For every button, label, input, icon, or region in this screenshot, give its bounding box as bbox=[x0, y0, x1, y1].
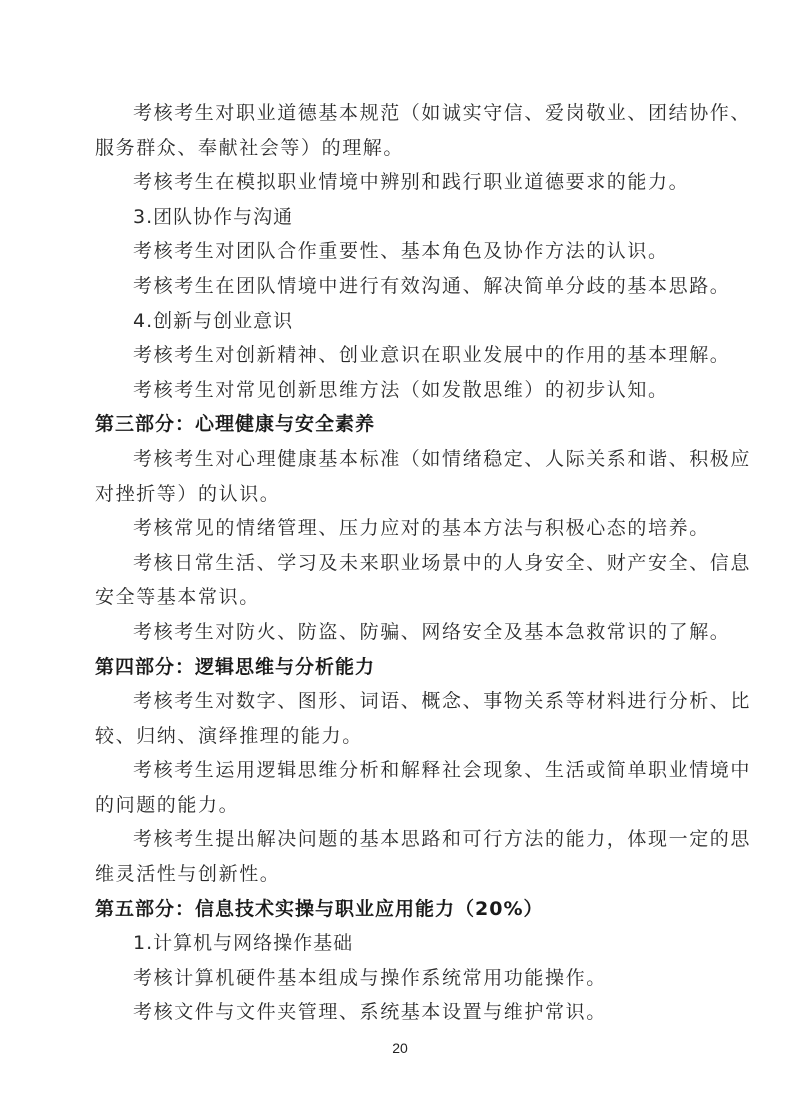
paragraph-line: 考核文件与文件夹管理、系统基本设置与维护常识。 bbox=[133, 1001, 607, 1024]
paragraph-line: 考核考生运用逻辑思维分析和解释社会现象、生活或简单职业情境中 bbox=[133, 759, 752, 782]
paragraph-line: 考核考生对职业道德基本规范（如诚实守信、爱岗敬业、团结协作、 bbox=[133, 102, 752, 124]
page-body bbox=[95, 96, 752, 1030]
subsection-heading: 1.计算机与网络操作基础 bbox=[133, 932, 354, 955]
subsection-heading: 3.团队协作与沟通 bbox=[133, 205, 294, 228]
paragraph-line: 考核考生对创新精神、创业意识在职业发展中的作用的基本理解。 bbox=[133, 344, 731, 367]
subsection-heading: 4.创新与创业意识 bbox=[133, 309, 294, 332]
section-heading: 第四部分：逻辑思维与分析能力 bbox=[95, 655, 376, 678]
paragraph-line: 考核日常生活、学习及未来职业场景中的人身安全、财产安全、信息 bbox=[133, 551, 752, 574]
paragraph-line: 的问题的能力。 bbox=[95, 793, 240, 816]
paragraph-line: 较、归纳、演绎推理的能力。 bbox=[95, 724, 363, 747]
paragraph-line: 考核考生对数字、图形、词语、概念、事物关系等材料进行分析、比 bbox=[133, 690, 752, 713]
paragraph-line: 考核考生对心理健康基本标准（如情绪稳定、人际关系和谐、积极应 bbox=[133, 447, 752, 470]
paragraph-line: 考核考生在模拟职业情境中辨别和践行职业道德要求的能力。 bbox=[133, 171, 690, 194]
section-heading: 第三部分：心理健康与安全素养 bbox=[95, 413, 376, 436]
paragraph-line: 考核考生对团队合作重要性、基本角色及协作方法的认识。 bbox=[133, 240, 669, 263]
paragraph-line: 维灵活性与创新性。 bbox=[95, 863, 281, 886]
page-number: 20 bbox=[392, 1040, 408, 1056]
paragraph-line: 考核常见的情绪管理、压力应对的基本方法与积极心态的培养。 bbox=[133, 517, 710, 540]
paragraph-line: 服务群众、奉献社会等）的理解。 bbox=[95, 136, 405, 159]
paragraph-line: 安全等基本常识。 bbox=[95, 586, 260, 609]
paragraph-line: 对挫折等）的认识。 bbox=[95, 482, 281, 505]
paragraph-line: 考核计算机硬件基本组成与操作系统常用功能操作。 bbox=[133, 966, 607, 989]
paragraph-line: 考核考生提出解决问题的基本思路和可行方法的能力，体现一定的思 bbox=[133, 828, 752, 851]
section-heading: 第五部分：信息技术实操与职业应用能力（20%） bbox=[95, 897, 544, 920]
paragraph-line: 考核考生对常见创新思维方法（如发散思维）的初步认知。 bbox=[133, 378, 669, 401]
paragraph-line: 考核考生对防火、防盗、防骗、网络安全及基本急救常识的了解。 bbox=[133, 620, 731, 643]
paragraph-line: 考核考生在团队情境中进行有效沟通、解决简单分歧的基本思路。 bbox=[133, 274, 731, 297]
